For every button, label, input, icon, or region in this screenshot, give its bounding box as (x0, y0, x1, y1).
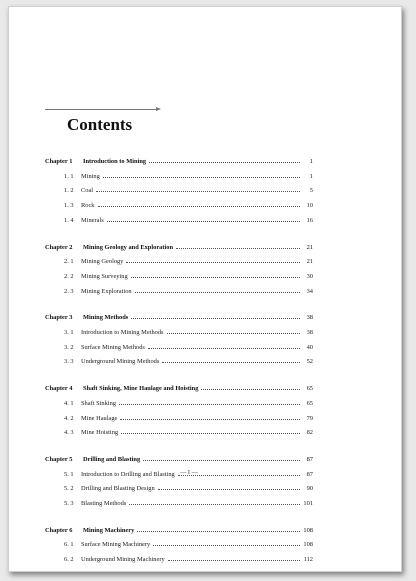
page-reference: 52 (306, 358, 313, 366)
section-title: Mine Haulage (81, 414, 118, 422)
page-reference: 108 (303, 541, 313, 549)
chapter-number: Chapter 4 (45, 385, 73, 393)
toc-section-entry[interactable] (45, 424, 313, 439)
page-reference: 112 (303, 556, 313, 564)
decorative-arrow-rule (45, 109, 157, 110)
section-number: 5. 2 (64, 485, 74, 493)
toc-chapter-block (45, 309, 313, 368)
chapter-title: Mining Machinery (83, 526, 135, 534)
chapter-number: Chapter 2 (45, 243, 73, 251)
page-reference: 79 (306, 414, 313, 422)
section-number: 4. 1 (64, 399, 74, 407)
toc-chapter-block (45, 153, 313, 227)
toc-chapter-entry[interactable] (45, 153, 313, 168)
section-title: Underground Mining Methods (81, 358, 160, 366)
page-reference: 5 (309, 187, 313, 195)
page-title: Contents (67, 115, 133, 134)
section-number: 2. 2 (64, 272, 74, 280)
toc-section-entry[interactable] (45, 551, 313, 566)
section-number: 6. 1 (64, 541, 74, 549)
toc-chapter-block (45, 522, 313, 566)
dot-leader (135, 283, 300, 293)
toc-chapter-entry[interactable] (45, 309, 313, 324)
toc-chapter-entry[interactable] (45, 239, 313, 254)
dot-leader (153, 536, 300, 546)
document-page (8, 6, 402, 572)
section-title: Minerals (81, 216, 104, 224)
page-reference: 108 (303, 526, 313, 534)
page-reference: 34 (306, 287, 313, 295)
toc-chapter-entry[interactable] (45, 380, 313, 395)
dot-leader (168, 551, 300, 561)
section-title: Underground Mining Machinery (81, 556, 165, 564)
page-reference: 10 (306, 202, 313, 210)
toc-section-entry[interactable] (45, 495, 313, 510)
section-number: 4. 2 (64, 414, 74, 422)
chapter-title: Mining Methods (83, 314, 129, 322)
page-reference: 38 (306, 329, 313, 337)
toc-section-entry[interactable] (45, 197, 313, 212)
dot-leader (167, 324, 300, 334)
dot-leader (120, 410, 300, 420)
toc-section-entry[interactable] (45, 182, 313, 197)
toc-section-entry[interactable] (45, 212, 313, 227)
dot-leader (137, 522, 300, 532)
dot-leader (103, 168, 300, 178)
section-title: Coal (81, 187, 94, 195)
page-reference: 65 (306, 399, 313, 407)
page-number: — I — (179, 469, 199, 476)
section-title: Rock (81, 202, 95, 210)
dot-leader (143, 451, 300, 461)
dot-leader (129, 495, 300, 505)
page-reference: 82 (306, 429, 313, 437)
section-number: 4. 3 (64, 429, 74, 437)
section-title: Surface Mining Machinery (81, 541, 151, 549)
section-title: Mining Exploration (81, 287, 132, 295)
page-reference: 1 (309, 158, 313, 165)
toc-section-entry[interactable] (45, 253, 313, 268)
dot-leader (162, 353, 300, 363)
chapter-title: Drilling and Blasting (83, 455, 141, 463)
toc-chapter-entry[interactable] (45, 522, 313, 537)
page-reference: 40 (306, 343, 313, 351)
section-title: Mining Surveying (81, 272, 128, 280)
chapter-number: Chapter 3 (45, 314, 73, 322)
section-title: Surface Mining Methods (81, 343, 145, 351)
page-reference: 21 (306, 243, 313, 251)
section-title: Mining Geology (81, 258, 124, 266)
page-reference: 38 (306, 314, 313, 322)
section-number: 3. 3 (64, 358, 74, 366)
section-number: 2. 1 (64, 258, 74, 266)
dot-leader (107, 212, 300, 222)
page-reference: 90 (306, 485, 313, 493)
toc-chapter-block (45, 380, 313, 439)
section-title: Mining (81, 172, 100, 180)
chapter-title: Introduction to Mining (83, 158, 147, 165)
dot-leader (149, 153, 300, 163)
dot-leader (158, 480, 300, 490)
chapter-number: Chapter 6 (45, 526, 73, 534)
section-number: 1. 2 (64, 187, 74, 195)
section-number: 6. 2 (64, 556, 74, 564)
section-title: Introduction to Mining Methods (81, 329, 164, 337)
section-number: 3. 2 (64, 343, 74, 351)
section-number: 5. 1 (64, 470, 74, 478)
toc-section-entry[interactable] (45, 395, 313, 410)
section-number: 1. 1 (64, 172, 74, 180)
page-reference: 101 (303, 500, 313, 508)
toc-section-entry[interactable] (45, 410, 313, 425)
page-reference: 87 (306, 470, 313, 478)
chapter-number: Chapter 5 (45, 455, 73, 463)
section-number: 3. 1 (64, 329, 74, 337)
chapter-number: Chapter 1 (45, 158, 73, 165)
dot-leader (201, 380, 300, 390)
dot-leader (121, 424, 300, 434)
toc-section-entry[interactable] (45, 283, 313, 298)
chapter-title: Mining Geology and Exploration (83, 243, 174, 251)
page-reference: 65 (306, 385, 313, 393)
page-reference: 1 (309, 172, 313, 180)
toc-section-entry[interactable] (45, 339, 313, 354)
toc-chapter-block (45, 451, 313, 510)
dot-leader (176, 239, 300, 249)
dot-leader (98, 197, 301, 207)
section-title: Introduction to Drilling and Blasting (81, 470, 175, 478)
section-number: 2. 3 (64, 287, 74, 295)
toc-section-entry[interactable] (45, 324, 313, 339)
toc-chapter-block (45, 239, 313, 298)
section-number: 1. 3 (64, 202, 74, 210)
chapter-title: Shaft Sinking, Mine Haulage and Hoisting (83, 385, 199, 393)
toc-chapter-entry[interactable] (45, 451, 313, 466)
page-reference: 16 (306, 216, 313, 224)
section-title: Drilling and Blasting Design (81, 485, 155, 493)
toc-section-entry[interactable] (45, 268, 313, 283)
dot-leader (148, 339, 300, 349)
section-title: Shaft Sinking (81, 399, 116, 407)
toc-section-entry[interactable] (45, 353, 313, 368)
toc-section-entry[interactable] (45, 480, 313, 495)
toc-section-entry[interactable] (45, 168, 313, 183)
page-reference: 21 (306, 258, 313, 266)
page-reference: 30 (306, 272, 313, 280)
toc-section-entry[interactable] (45, 536, 313, 551)
dot-leader (126, 253, 300, 263)
page-reference: 87 (306, 455, 313, 463)
section-number: 1. 4 (64, 216, 74, 224)
dot-leader (119, 395, 300, 405)
table-of-contents (45, 153, 313, 578)
dot-leader (131, 309, 300, 319)
section-number: 5. 3 (64, 500, 74, 508)
section-title: Blasting Methods (81, 500, 127, 508)
section-title: Mine Hoisting (81, 429, 119, 437)
dot-leader (131, 268, 300, 278)
dot-leader (96, 182, 300, 192)
